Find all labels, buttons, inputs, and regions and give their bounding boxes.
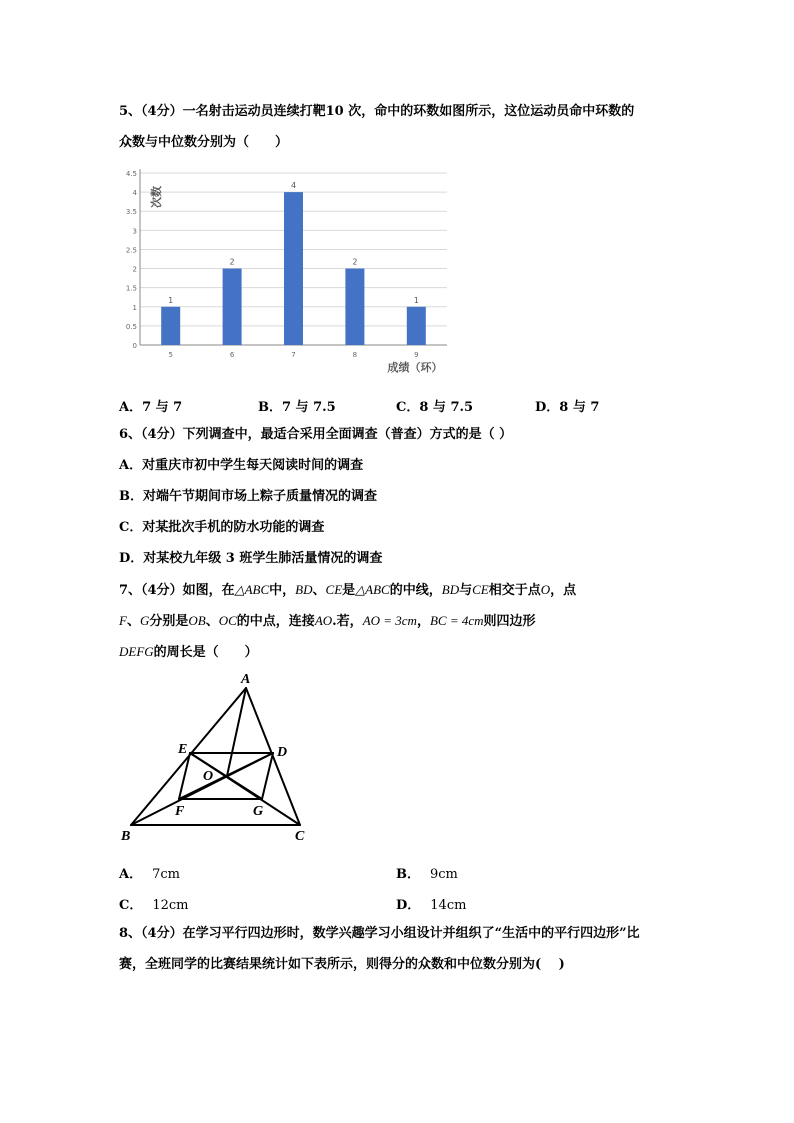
point-label-g: G — [253, 804, 264, 819]
x-tick-label: 8 — [352, 351, 358, 359]
q7-math-oc: OC — [218, 613, 237, 628]
q5-text-line2: 众数与中位数分别为（ ） — [119, 135, 289, 150]
q7-text-part: 中， — [269, 583, 296, 598]
q6-option-a[interactable]: A．对重庆市初中学生每天阅读时间的调查 — [119, 458, 364, 473]
q7-text-part: 与 — [459, 583, 473, 598]
q8-text-line1: 8、（4分）在学习平行四边形时，数学兴趣学习小组设计并组织了“生活中的平行四边形”比 — [119, 926, 640, 941]
segment-dg — [262, 753, 273, 799]
y-tick-label: 2.5 — [125, 246, 137, 255]
y-tick-label: 0 — [132, 342, 137, 350]
q7-math-bd: BD — [441, 582, 460, 597]
q7-option-c-value: 12cm — [152, 898, 189, 913]
q7-math-triangle: △ABC — [234, 582, 270, 597]
q8-text-line2: 赛，全班同学的比赛结果统计如下表所示，则得分的众数和中位数分别为( ) — [119, 957, 565, 972]
q5-option-c[interactable]: C．8 与 7.5 — [396, 400, 474, 415]
q6-text: 6、（4分）下列调查中，最适合采用全面调查（普查）方式的是（ ） — [119, 427, 513, 442]
q7-text-part: 、 — [312, 583, 326, 598]
q7-option-a-value: 7cm — [152, 867, 180, 882]
data-label: 2 — [352, 257, 358, 267]
q7-option-d-letter: D． — [396, 898, 421, 913]
y-tick-label: 1.5 — [125, 284, 137, 293]
q7-math-ob: OB — [188, 613, 206, 628]
q7-option-d[interactable] — [396, 894, 466, 913]
q7-text-line1 — [119, 581, 576, 600]
q7-text-part: 的中线， — [389, 583, 442, 598]
q7-text-part: 相交于点 — [488, 583, 541, 598]
q5-bar-chart — [115, 165, 455, 380]
q5-option-a[interactable]: A．7 与 7 — [119, 400, 183, 415]
q7-text-part: 7、（4分）如图，在 — [119, 583, 235, 598]
segment-ao — [227, 688, 246, 776]
q7-text-part: 的周长是（ ） — [153, 645, 258, 660]
q7-math-bc-eq: BC = 4cm — [429, 613, 484, 628]
point-label-o: O — [203, 769, 214, 784]
y-tick-label: 4.5 — [125, 170, 137, 178]
x-tick-label: 6 — [229, 351, 235, 359]
x-tick-label: 9 — [414, 351, 419, 359]
q7-text-part: 的中点，连接 — [236, 614, 315, 629]
q7-option-c[interactable] — [119, 894, 189, 913]
y-axis-label: 次数 — [150, 186, 163, 208]
q7-text-part: 分别是 — [149, 614, 189, 629]
data-label: 4 — [290, 181, 297, 191]
point-label-b: B — [121, 829, 131, 844]
bar-8 — [345, 269, 364, 345]
data-label: 1 — [413, 295, 419, 305]
bar-5 — [161, 307, 180, 345]
q7-text-part: ，点 — [550, 583, 577, 598]
q7-text-line2 — [119, 612, 536, 631]
q7-option-d-value: 14cm — [430, 898, 467, 913]
y-tick-label: 0.5 — [125, 322, 137, 331]
q7-triangle-figure — [115, 668, 315, 848]
q7-math-ao: AO — [314, 613, 333, 628]
q6-option-d[interactable]: D．对某校九年级 3 班学生肺活量情况的调查 — [119, 551, 383, 566]
q7-math-g: G — [139, 613, 150, 628]
q5-option-d[interactable]: D．8 与 7 — [535, 400, 600, 415]
q7-math-defg: DEFG — [119, 644, 154, 659]
q7-math-ce: CE — [325, 582, 343, 597]
data-label: 2 — [229, 257, 235, 267]
q6-option-c[interactable]: C．对某批次手机的防水功能的调查 — [119, 520, 325, 535]
x-tick-label: 5 — [168, 351, 173, 359]
q7-math-bd: BD — [295, 582, 313, 597]
q7-option-b-value: 9cm — [430, 867, 458, 882]
x-tick-label: 7 — [291, 351, 296, 359]
q7-math-f: F — [119, 613, 127, 628]
q7-math-o: O — [540, 582, 551, 597]
point-label-e: E — [178, 742, 188, 757]
q7-option-b-letter: B． — [396, 867, 420, 882]
q7-option-a-letter: A． — [119, 867, 143, 882]
bar-6 — [223, 269, 242, 345]
point-label-c: C — [295, 829, 305, 844]
bar-7 — [284, 192, 303, 345]
q7-text-part: 则四边形 — [483, 614, 536, 629]
q7-text-part: .若， — [332, 614, 363, 629]
q7-math-triangle: △ABC — [355, 582, 390, 597]
q7-text-part: 、 — [126, 614, 140, 629]
q7-text-line3 — [119, 643, 258, 662]
q5-option-b[interactable]: B．7 与 7.5 — [258, 400, 336, 415]
x-axis-label: 成绩（环） — [387, 361, 443, 374]
q7-math-ce: CE — [472, 582, 489, 597]
y-tick-label: 1 — [132, 303, 137, 312]
y-tick-label: 2 — [132, 265, 137, 274]
q7-text-part: ， — [416, 614, 430, 629]
q7-text-part: 、 — [205, 614, 219, 629]
point-label-a: A — [241, 672, 251, 687]
q5-text-line1: 5、（4分）一名射击运动员连续打靶10 次，命中的环数如图所示，这位运动员命中环数的 — [119, 104, 635, 119]
q7-math-ao-eq: AO = 3cm — [362, 613, 417, 628]
q7-option-c-letter: C． — [119, 898, 143, 913]
y-tick-label: 3.5 — [125, 208, 137, 217]
point-label-d: D — [277, 745, 288, 760]
point-label-f: F — [175, 804, 185, 819]
data-label: 1 — [168, 295, 174, 305]
y-tick-label: 4 — [132, 189, 137, 198]
bar-9 — [407, 307, 426, 345]
y-tick-label: 3 — [132, 227, 137, 236]
q6-option-b[interactable]: B．对端午节期间市场上粽子质量情况的调查 — [119, 489, 377, 504]
q7-text-part: 是 — [342, 583, 356, 598]
q7-option-b[interactable] — [396, 863, 458, 882]
q7-option-a[interactable] — [119, 863, 180, 882]
